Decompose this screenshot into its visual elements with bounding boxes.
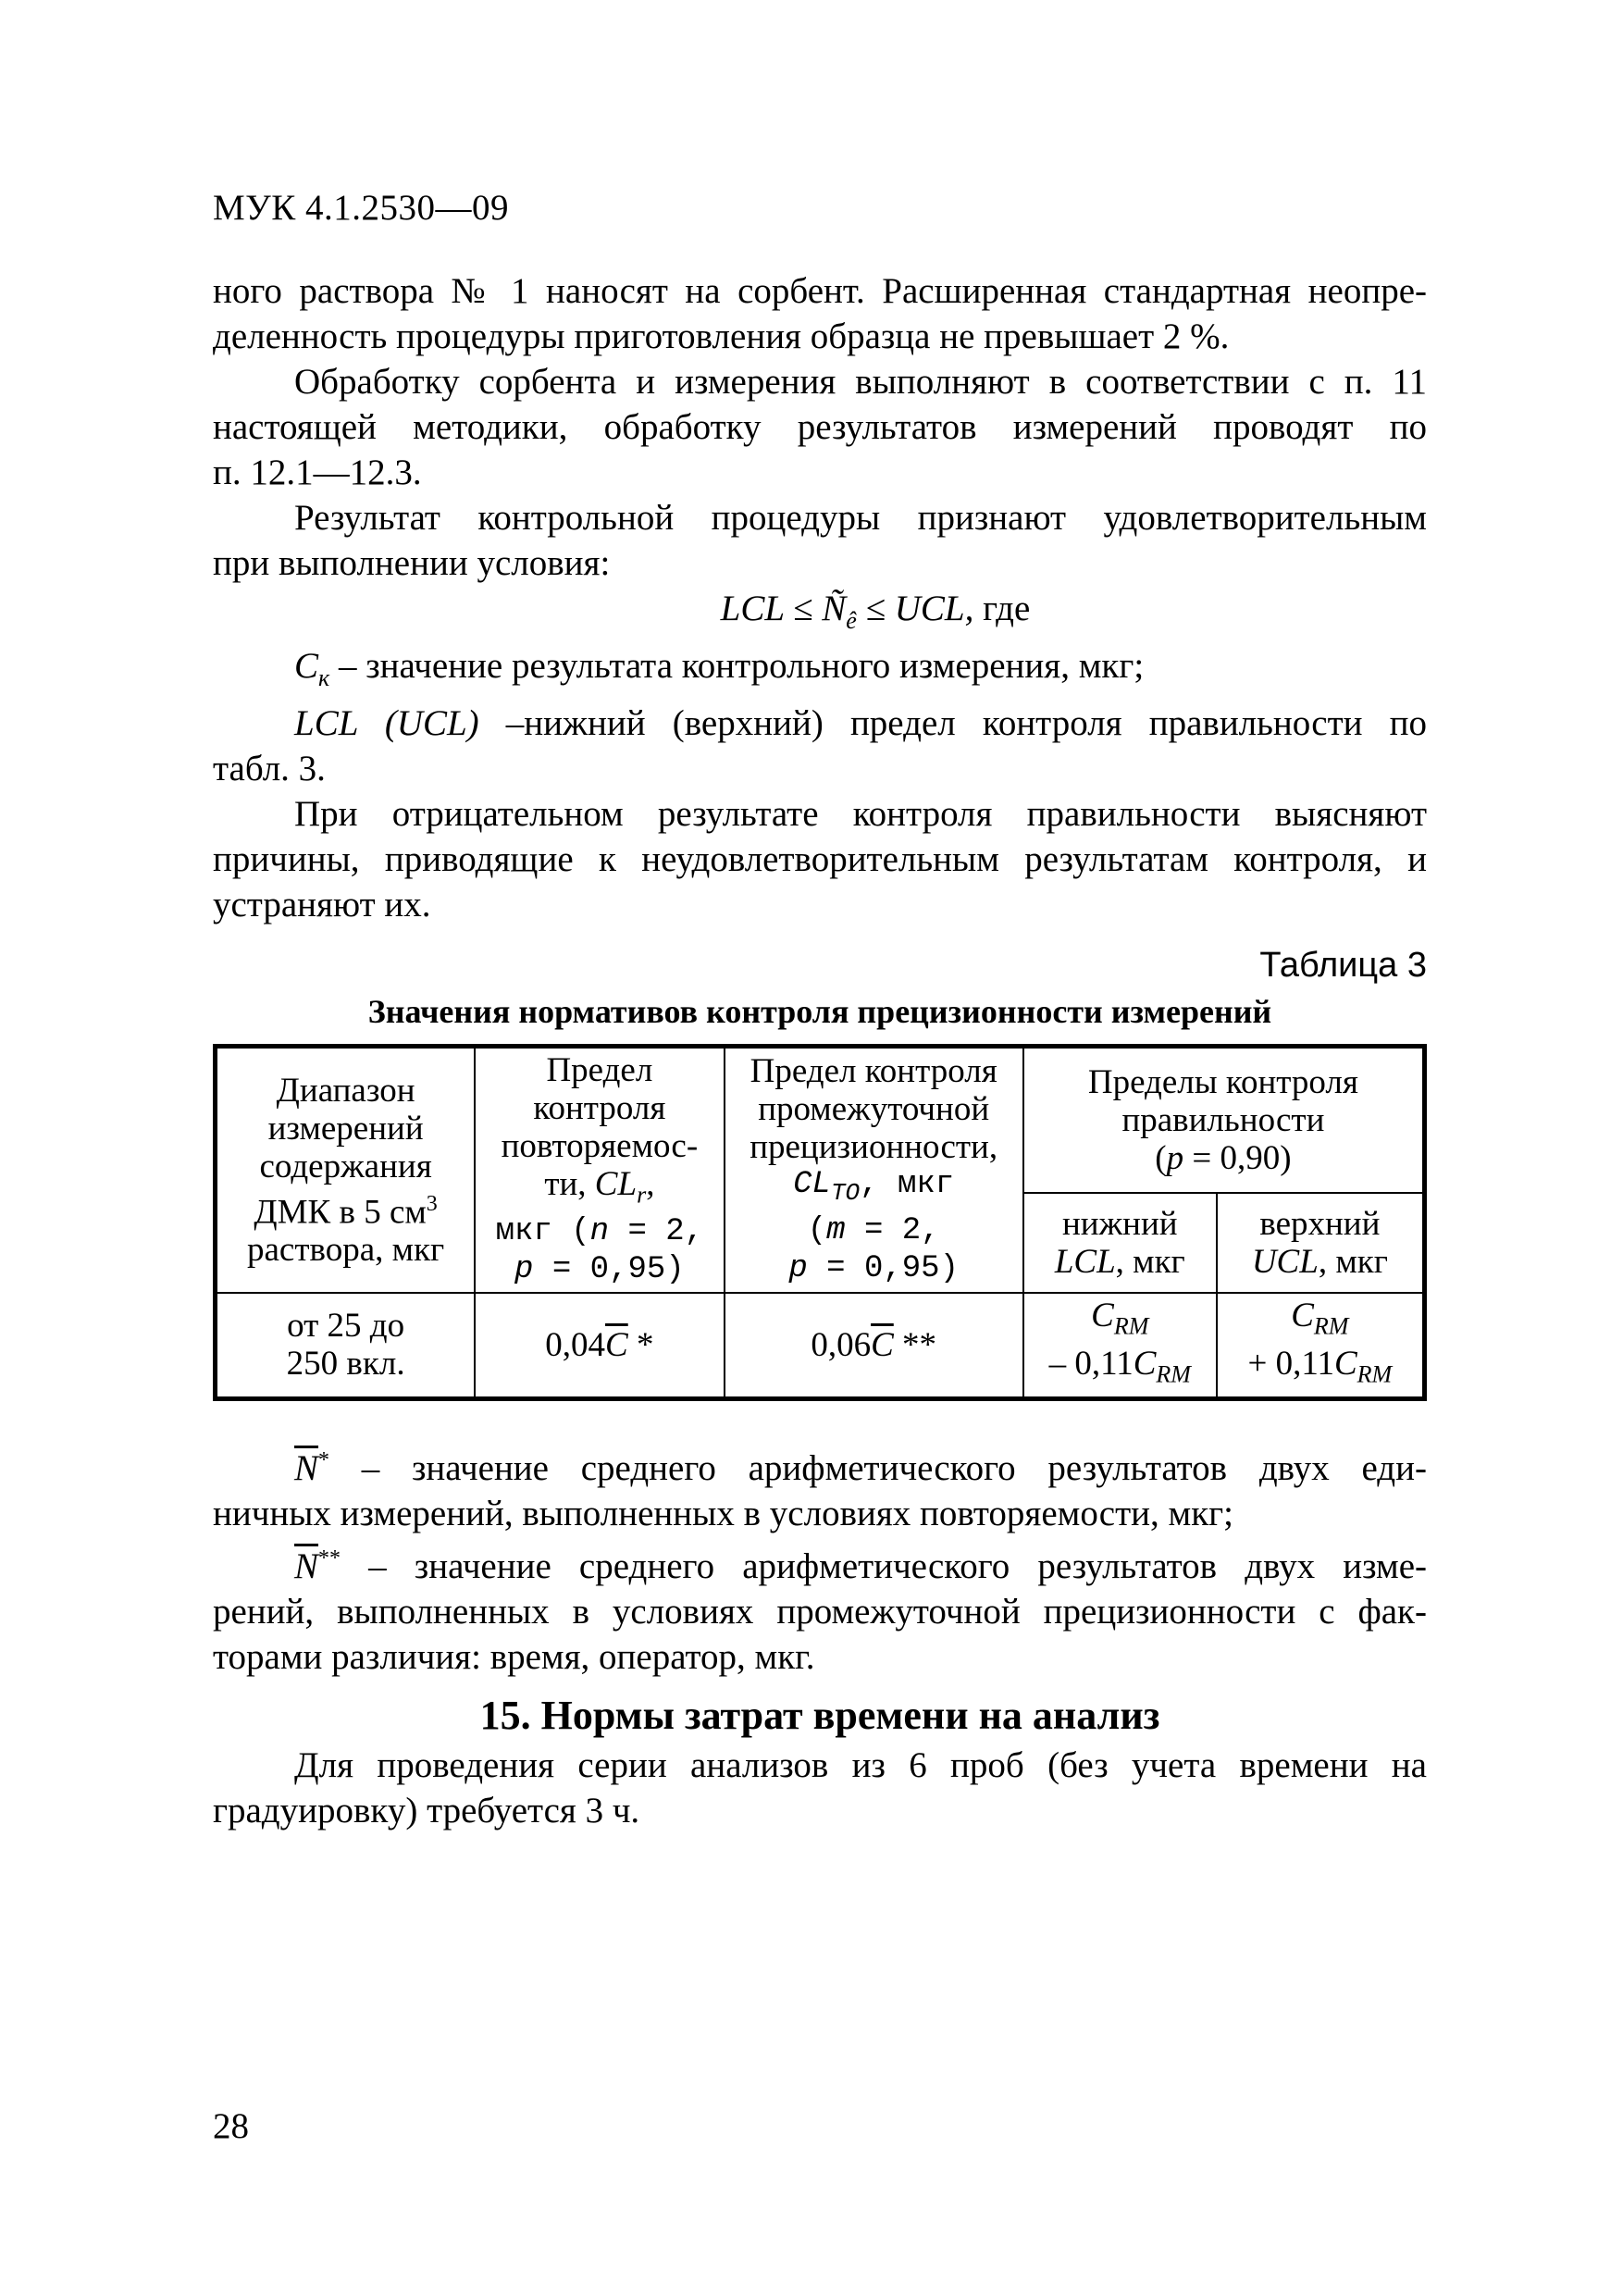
ck-definition <box>213 643 1427 701</box>
table-number: Таблица 3 <box>1259 945 1427 985</box>
cell-text: 0,04 <box>545 1325 606 1364</box>
paragraph-line: ничных измерений, выполненных в условиях повторяемости, мкг; <box>213 1493 1233 1533</box>
header-text: = 2, <box>845 1212 940 1248</box>
symbol: $\overline{C}$ <box>871 1325 894 1364</box>
header-line <box>221 1185 470 1231</box>
paragraph-line: торами различия: время, оператор, мкг. <box>213 1636 815 1677</box>
cell-text: + 0,11 <box>1247 1345 1334 1384</box>
formula-subscript: ê <box>846 606 857 634</box>
precision-norms-table <box>213 1044 1427 1401</box>
subscript: RM <box>1313 1312 1349 1340</box>
header-line: (m = 2, <box>807 1212 940 1248</box>
header-text: мкг ( <box>495 1213 590 1249</box>
symbol: $\overline{C}$ <box>605 1325 628 1364</box>
header-range <box>216 1046 476 1293</box>
header-line: содержания <box>259 1147 432 1185</box>
header-line: нижний <box>1061 1205 1178 1243</box>
paragraph-line: табл. 3. <box>213 748 326 788</box>
cell-text: * <box>627 1325 654 1364</box>
symbol: n <box>589 1213 610 1249</box>
formula-main: LCL ≤ Ñ <box>720 589 847 628</box>
condition-formula <box>213 586 1427 643</box>
paragraph-line: п. 12.1—12.3. <box>213 453 422 492</box>
paragraph-line: деленность процедуры приготовления образца не превышает 2 %. <box>213 316 1230 356</box>
symbol: $\overline{N}$ <box>294 1545 319 1586</box>
paragraph-line: Для проведения серии анализов из 6 проб (без учета времени на <box>294 1744 1427 1785</box>
page-number: 28 <box>213 2106 249 2146</box>
note-text: – значение среднего арифметического результатов двух изме- <box>341 1545 1427 1586</box>
header-intermediate <box>725 1046 1023 1293</box>
subscript: TO <box>830 1178 861 1207</box>
header-line <box>1221 1243 1419 1281</box>
paragraph-line: ного раствора № 1 наносят на сорбент. Расширенная стандартная неопре- <box>213 271 1427 311</box>
symbol: UCL <box>1251 1243 1319 1281</box>
header-line: верхний <box>1259 1205 1381 1243</box>
header-line: Пределы контроля <box>1087 1062 1358 1101</box>
note-text: – значение среднего арифметического результатов двух еди- <box>329 1447 1427 1488</box>
symbol: C <box>1333 1345 1357 1384</box>
header-text: = 0,95) <box>533 1251 685 1287</box>
cell-line <box>1028 1345 1212 1393</box>
symbol: p <box>514 1251 534 1287</box>
subscript: RM <box>1113 1312 1149 1340</box>
header-repeatability <box>475 1046 724 1293</box>
header-line: ти, $CL_r$, <box>544 1164 655 1208</box>
header-line: контроля <box>533 1088 666 1127</box>
header-upper <box>1217 1193 1425 1293</box>
paragraph-line: настоящей методики, обработку результатов измерений проводят по <box>213 407 1427 447</box>
cell-upper <box>1217 1293 1425 1398</box>
symbol: LCL <box>1054 1243 1116 1281</box>
cell-text: – 0,11 <box>1048 1345 1134 1384</box>
note-1 <box>213 1438 1427 1491</box>
header-line: Предел контроля <box>750 1051 997 1090</box>
symbol: C <box>1091 1296 1114 1334</box>
paragraph-line: Обработку сорбента и измерения выполняют в соответствии с п. 11 <box>294 362 1427 402</box>
subscript: RM <box>1156 1360 1191 1388</box>
table-header-row <box>216 1046 1425 1193</box>
ck-symbol: С <box>294 645 319 686</box>
note-2 <box>213 1536 1427 1589</box>
paragraph-line: При отрицательном результате контроля правильности выясняют <box>294 793 1427 834</box>
header-text: ти, <box>544 1164 595 1203</box>
symbol: CL <box>793 1166 831 1202</box>
superscript: ** <box>318 1545 341 1570</box>
header-line: Предел <box>546 1050 653 1089</box>
symbol: p <box>1166 1138 1184 1177</box>
symbol: m <box>826 1212 846 1248</box>
header-text: = 2, <box>609 1213 704 1249</box>
paragraph-line: градуировку) требуется 3 ч. <box>213 1790 640 1831</box>
header-text: ДМК в 5 см <box>254 1192 427 1231</box>
header-trueness <box>1023 1046 1425 1193</box>
symbol: C <box>1133 1345 1157 1384</box>
header-line: прецизионности, <box>750 1127 998 1166</box>
cell-line <box>1221 1297 1419 1345</box>
header-line: Диапазон <box>276 1071 415 1110</box>
formula-rest: ≤ UCL, <box>856 589 974 628</box>
header-text: , мкг <box>860 1166 955 1202</box>
cell-line: от 25 до <box>287 1307 405 1346</box>
subscript: r <box>637 1180 647 1208</box>
header-line <box>1028 1243 1212 1281</box>
header-line <box>729 1166 1019 1212</box>
cell-lower <box>1023 1293 1217 1398</box>
paragraph-line: при выполнении условия: <box>213 543 611 583</box>
formula-where: где <box>973 589 1031 628</box>
symbol: CL <box>594 1164 638 1203</box>
section-heading: 15. Нормы затрат времени на анализ <box>479 1692 1160 1738</box>
table-notes <box>213 1438 1427 1680</box>
cell-repeatability <box>475 1293 724 1398</box>
header-line <box>479 1213 719 1251</box>
paragraph-line: причины, приводящие к неудовлетворительным результатам контроля, и <box>213 838 1427 879</box>
document-header: МУК 4.1.2530—09 <box>213 188 510 228</box>
ck-text: – значение результата контрольного измерения, мкг; <box>329 645 1145 686</box>
subscript: RM <box>1357 1360 1393 1388</box>
cell-text: 0,06 <box>811 1325 872 1364</box>
header-line: промежуточной <box>758 1089 990 1128</box>
body-text <box>213 268 1427 1833</box>
cell-intermediate <box>725 1293 1023 1398</box>
lcl-symbol: LCL (UCL) <box>294 702 479 743</box>
header-text: , мкг <box>1115 1243 1185 1281</box>
cell-line <box>1028 1297 1212 1345</box>
lcl-definition <box>213 701 1427 746</box>
symbol: p <box>788 1250 808 1286</box>
superscript: 3 <box>426 1191 438 1216</box>
symbol: C <box>1291 1296 1314 1334</box>
cell-text: ** <box>893 1325 937 1364</box>
header-line <box>479 1251 719 1289</box>
header-text: = 0,90) <box>1183 1138 1292 1177</box>
cell-line <box>1221 1345 1419 1393</box>
header-line: повторяемос- <box>501 1126 699 1165</box>
header-line: раствора, мкг <box>247 1230 445 1269</box>
header-line <box>729 1250 1019 1288</box>
lcl-text: –нижний (верхний) предел контроля правильности по <box>478 702 1427 743</box>
paragraph-line: рений, выполненных в условиях промежуточной прецизионности с фак- <box>213 1591 1427 1632</box>
header-lower <box>1023 1193 1217 1293</box>
header-line: (p = 0,90) <box>1155 1138 1292 1177</box>
document-page <box>213 0 1427 2296</box>
header-line: измерений <box>267 1109 424 1148</box>
header-text: = 0,95) <box>807 1250 959 1286</box>
paragraph-line: устраняют их. <box>213 884 431 925</box>
paragraph-line: Результат контрольной процедуры признают удовлетворительным <box>294 498 1427 538</box>
header-text: , мкг <box>1318 1243 1388 1281</box>
table-row <box>216 1293 1425 1398</box>
symbol: $\overline{N}$ <box>294 1447 319 1488</box>
table-title: Значения нормативов контроля прецизионности измерений <box>367 992 1272 1030</box>
cell-line: 250 вкл. <box>286 1345 405 1384</box>
ck-subscript: к <box>318 664 330 691</box>
superscript: * <box>318 1447 330 1472</box>
cell-range <box>216 1293 476 1398</box>
header-line: правильности <box>1121 1100 1325 1139</box>
